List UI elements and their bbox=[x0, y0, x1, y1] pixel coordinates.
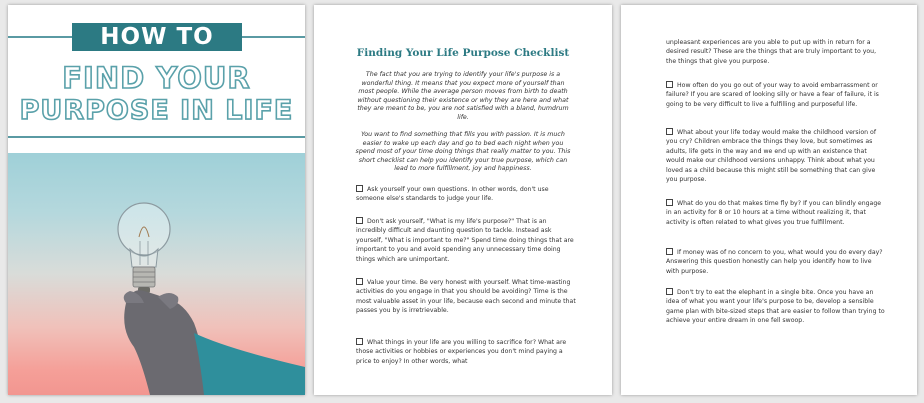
hand-holding-lightbulb-image bbox=[8, 153, 305, 395]
checkbox-icon[interactable] bbox=[666, 81, 673, 88]
intro-paragraph: The fact that you are trying to identify your life's purpose is a wonderful thing. It means that you expect more of yourself than most people. While the average person moves from birth to death without questioning their existence or why they are here and what they are meant to be, you are not satisfied with a bland, humdrum life. bbox=[357, 71, 569, 121]
cover-page bbox=[8, 5, 305, 395]
checklist-item: What things in your life are you willing to sacrifice for? What are those activities or hobbies or experiences you don't mind paying a price to enjoy? In other words, what bbox=[356, 339, 567, 365]
checkbox-icon[interactable] bbox=[666, 248, 673, 255]
checkbox-icon[interactable] bbox=[356, 278, 363, 285]
checklist-item: How often do you go out of your way to avoid embarrassment or failure? If you are scared of looking silly or have a fear of failure, it is going to be very difficult to live a fulfilling and purposeful life. bbox=[666, 82, 879, 108]
cover-how-to-banner: HOW TO bbox=[72, 23, 242, 51]
lightbulb-icon bbox=[118, 203, 170, 255]
checkbox-icon[interactable] bbox=[666, 288, 673, 295]
checkbox-icon[interactable] bbox=[666, 199, 673, 206]
checkbox-icon[interactable] bbox=[356, 185, 363, 192]
checklist-item: Don't ask yourself, "What is my life's purpose?" That is an incredibly difficult and daunting question to tackle. Instead ask yourself, "What is important to me?" Spend time doing things that are important to you and avoid spending any unnecessary time doing things which are unimportant. bbox=[356, 218, 574, 263]
cover-header bbox=[8, 5, 305, 153]
checklist-title: Finding Your Life Purpose Checklist bbox=[356, 47, 570, 59]
checklist-page-2 bbox=[621, 5, 917, 395]
checklist-item: What do you do that makes time fly by? If you can blindly engage in an activity for 8 or 10 hours at a time without realizing it, that activity is often related to what gives you true fulfillment. bbox=[666, 200, 882, 226]
cover-photo bbox=[8, 153, 305, 395]
checklist-item: If money was of no concern to you, what would you do every day? Answering this question honestly can help you identify how to live with purpose. bbox=[666, 249, 883, 275]
checkbox-icon[interactable] bbox=[356, 217, 363, 224]
checklist-page-1 bbox=[314, 5, 612, 395]
checklist-item: What about your life today would make the childhood version of you cry? Children embrace the things they love, but sometimes as adults, life gets in the way and we end up with an existence that would make our childhood versions unhappy. Think about what you loved as a child because this might still be something that can give you purpose. bbox=[666, 129, 876, 184]
intro-paragraph: You want to find something that fills you with passion. It is much easier to wake up each day and go to bed each night when you spend most of your time doing things that really matter to you. This short checklist can help you identify your true purpose, which can lead to more fulfillment, joy and happiness. bbox=[355, 131, 571, 173]
checklist-item: Value your time. Be very honest with yourself. What time-wasting activities do you engage in that you should be avoiding? Time is the most valuable asset in your life, because each second and minute that passes you by is irretrievable. bbox=[356, 279, 576, 315]
checklist-item: Don't try to eat the elephant in a single bite. Once you have an idea of what you want your life's purpose to be, develop a sensible game plan with bite-sized steps that are easier to follow than trying to achieve your entire dream in one fell swoop. bbox=[666, 289, 885, 325]
checkbox-icon[interactable] bbox=[356, 338, 363, 345]
cover-title-line1: FIND YOUR bbox=[62, 61, 251, 95]
continued-paragraph: unpleasant experiences are you able to put up with in return for a desired result? These are the things that are truly important to you, the things that give you purpose. bbox=[666, 39, 877, 65]
divider-line bbox=[8, 136, 305, 138]
checklist-item: Ask yourself your own questions. In other words, don't use someone else's standards to judge your life. bbox=[356, 186, 549, 203]
checkbox-icon[interactable] bbox=[666, 128, 673, 135]
cover-title-line2: PURPOSE IN LIFE bbox=[19, 95, 294, 126]
